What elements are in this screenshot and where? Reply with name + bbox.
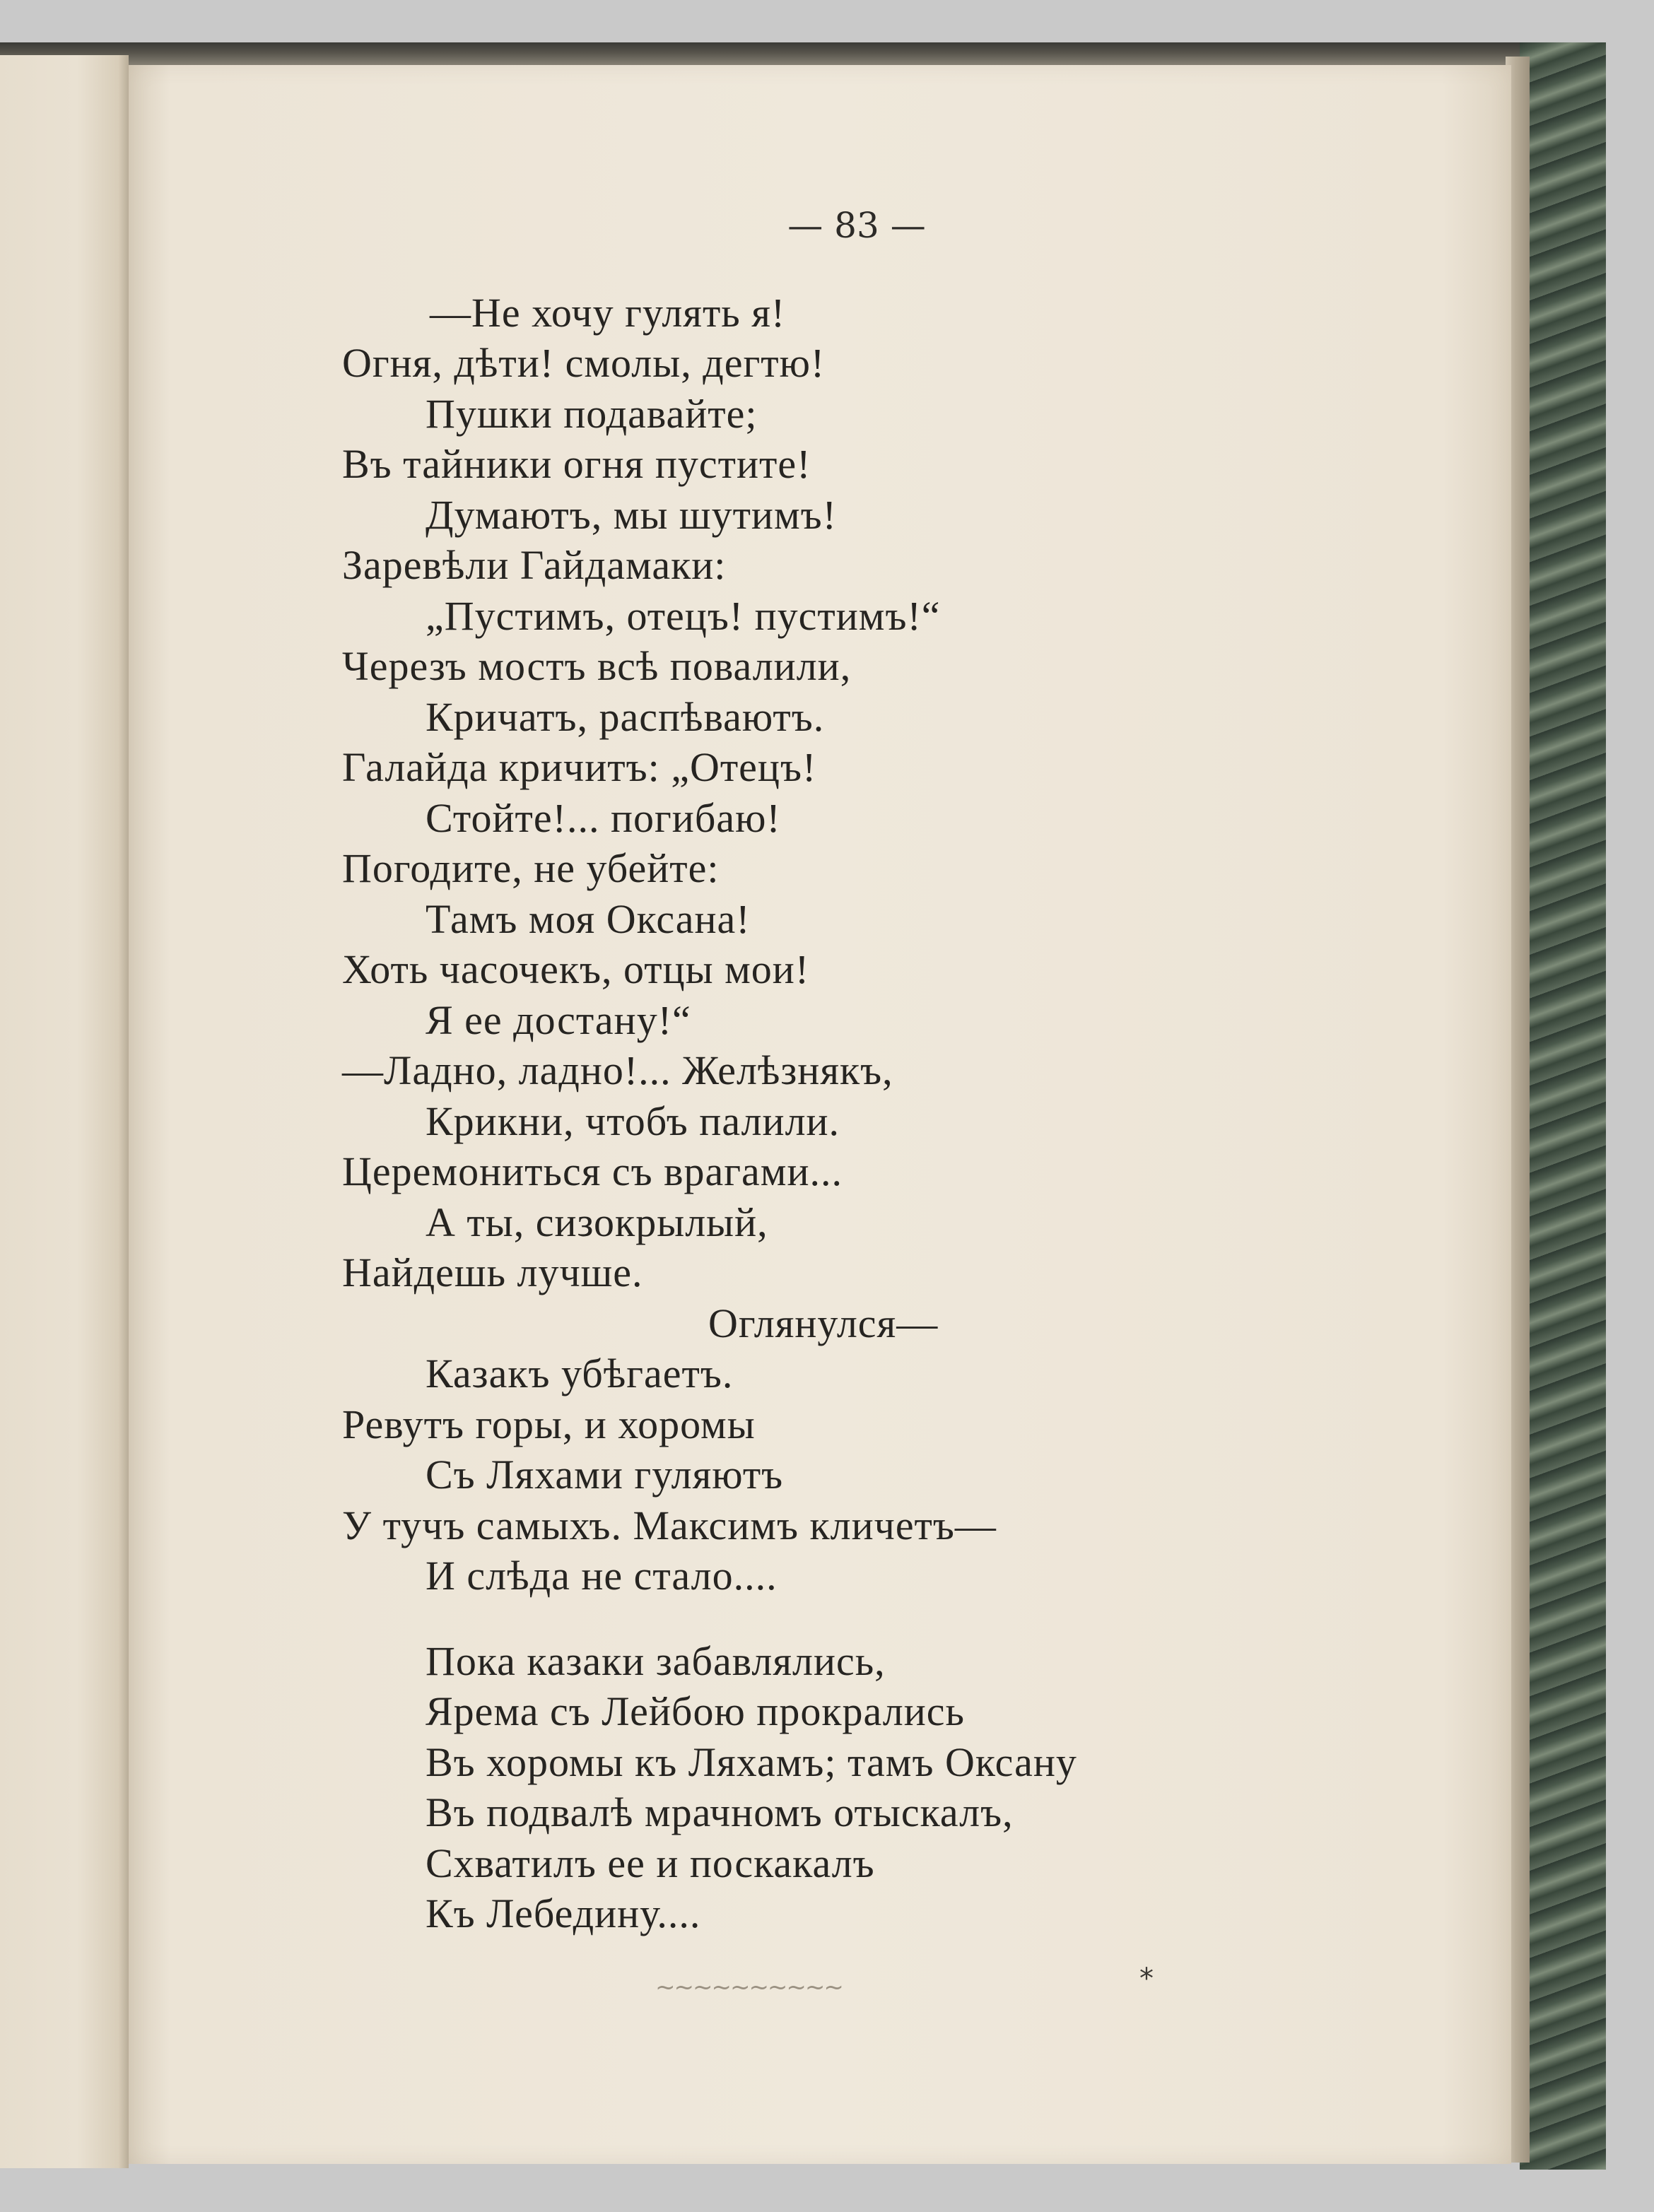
poem-line: Тамъ моя Оксана! [426, 896, 751, 942]
poem-line: Съ Ляхами гуляютъ [426, 1452, 784, 1498]
asterisk-mark: * [1139, 1963, 1154, 1995]
poem-line: Пока казаки забавлялись, [426, 1638, 886, 1684]
poem-line: И слѣда не стало.... [426, 1553, 778, 1599]
poem-line: Пушки подавайте; [426, 391, 758, 437]
poem-line: Огня, дѣти! смолы, дегтю! [342, 340, 826, 386]
poem-line: Заревѣли Гайдамаки: [342, 542, 727, 588]
poem-line: Къ Лебедину.... [426, 1890, 701, 1936]
poem-line: Схватилъ ее и поскакалъ [426, 1840, 875, 1886]
poem-line: А ты, сизокрылый, [426, 1199, 768, 1245]
poem-line: —Ладно, ладно!... Желѣзнякъ, [342, 1047, 893, 1093]
poem-line: Оглянулся— [708, 1300, 939, 1346]
poem-line: Крикни, чтобъ палили. [426, 1098, 840, 1144]
poem-line: Стойте!... погибаю! [426, 795, 781, 841]
book-top-edge [0, 42, 1606, 66]
poem-line: Хоть часочекъ, отцы мои! [342, 946, 810, 992]
poem-line: Черезъ мостъ всѣ повалили, [342, 643, 852, 689]
poem-line: Кричатъ, распѣваютъ. [426, 694, 825, 740]
left-page-edge [0, 55, 129, 2168]
poem-line: „Пустимъ, отецъ! пустимъ!“ [426, 593, 941, 639]
poem-line: Въ подвалѣ мрачномъ отыскалъ, [426, 1789, 1014, 1835]
poem-line: Ревутъ горы, и хоромы [342, 1401, 756, 1447]
poem-line: У тучъ самыхъ. Максимъ кличетъ— [342, 1502, 997, 1548]
poem-line: —Не хочу гулять я! [430, 290, 786, 336]
poem-line: Погодите, не убейте: [342, 845, 720, 891]
poem-line: Въ хоромы къ Ляхамъ; тамъ Оксану [426, 1739, 1077, 1785]
marbled-cover-edge [1520, 42, 1606, 2170]
page-number: — 83 — [787, 205, 926, 246]
poem-line: Въ тайники огня пустите! [342, 441, 811, 487]
poem-line: Казакъ убѣгаетъ. [426, 1351, 734, 1396]
poem-line: Думаютъ, мы шутимъ! [426, 492, 837, 538]
book-page [129, 65, 1511, 2164]
poem-line: Церемониться съ врагами... [342, 1148, 843, 1194]
ornament-divider: ~~~~~~~~~~ [655, 1973, 843, 2001]
poem-line: Ярема съ Лейбою прокрались [426, 1688, 965, 1734]
poem-line: Я ее достану!“ [426, 997, 691, 1043]
poem-line: Галайда кричитъ: „Отецъ! [342, 744, 817, 790]
poem-line: Найдешь лучше. [342, 1249, 643, 1295]
